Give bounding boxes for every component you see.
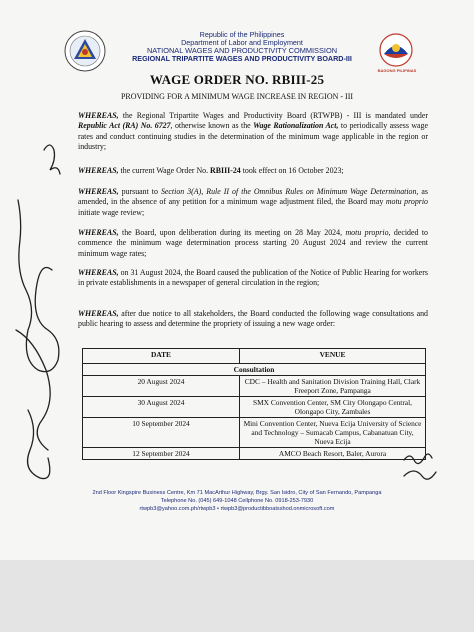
- row-date: 20 August 2024: [83, 376, 240, 397]
- row-venue: Mini Convention Center, Nueva Ecija University of Science and Technology – Sumacab Campus, Cabanatuan City, Nueva Ecija: [240, 418, 426, 448]
- paragraph-text: pursuant to: [118, 187, 161, 196]
- whereas-paragraph-4: [78, 228, 428, 259]
- whereas-lead: WHEREAS,: [78, 309, 119, 318]
- whereas-paragraph-5: [78, 268, 428, 289]
- header-department: Department of Labor and Employment: [181, 38, 303, 47]
- paragraph-text: the Regional Tripartite Wages and Productivity Board (RTWPB) - III is mandated under: [118, 111, 428, 120]
- row-venue: SMX Convention Center, SM City Olongapo Central, Olongapo City, Zambales: [240, 397, 426, 418]
- footer-phone: Telephone No. (045) 649-1048 Cellphone No. 0918-253-7930: [160, 498, 314, 504]
- scan-margin: [0, 560, 474, 632]
- whereas-lead: WHEREAS,: [78, 228, 119, 237]
- whereas-paragraph-2: [78, 166, 428, 176]
- section-row: [83, 364, 426, 376]
- table-header-row: [83, 349, 426, 364]
- whereas-paragraph-6: [78, 309, 428, 330]
- whereas-lead: WHEREAS,: [78, 166, 119, 175]
- law-reference: Republic Act (RA) No. 6727: [78, 121, 171, 131]
- document-title: WAGE ORDER NO. RBIII-25: [149, 72, 325, 87]
- table-row: [83, 418, 426, 448]
- paragraph-text: the Board, upon deliberation during its meeting on 28 May 2024,: [118, 228, 346, 237]
- venue-column-header: VENUE: [240, 349, 426, 364]
- header-board: REGIONAL TRIPARTITE WAGES AND PRODUCTIVITY BOARD-III: [132, 54, 352, 63]
- bagong-pilipinas-label: BAGONG PILIPINAS: [377, 68, 417, 73]
- paragraph-text: , as amended, in the absence of any petition for a minimum wage adjustment filed, the Board may: [78, 187, 428, 207]
- whereas-lead: WHEREAS,: [78, 268, 119, 277]
- row-venue: CDC – Health and Sanitation Division Training Hall, Clark Freeport Zone, Pampanga: [240, 376, 426, 397]
- table-row: [83, 448, 426, 460]
- whereas-paragraph-3: [78, 187, 428, 218]
- whereas-lead: WHEREAS,: [78, 111, 119, 120]
- paragraph-text: to periodically assess wage rates and conduct continuing studies in the determination of the minimum wage applicable in the region or industry;: [78, 121, 428, 152]
- row-date: 10 September 2024: [83, 418, 240, 448]
- table-row: [83, 376, 426, 397]
- header-republic: Republic of the Philippines: [199, 30, 285, 39]
- header-commission: NATIONAL WAGES AND PRODUCTIVITY COMMISSION: [146, 46, 338, 55]
- consultation-section-label: Consultation: [83, 364, 426, 376]
- latin-term: motu proprio: [385, 197, 428, 207]
- consultation-table: [82, 348, 426, 460]
- wage-order-number: RBIII-24: [210, 166, 241, 175]
- bagong-pilipinas-logo: [376, 32, 416, 70]
- row-venue: AMCO Beach Resort, Baler, Aurora: [240, 448, 426, 460]
- row-date: 12 September 2024: [83, 448, 240, 460]
- paragraph-text: on 31 August 2024, the Board caused the publication of the Notice of Public Hearing for workers in private establishments in a newspaper of general circulation in the region;: [78, 268, 428, 288]
- latin-term: motu proprio: [345, 228, 389, 237]
- whereas-lead: WHEREAS,: [78, 187, 119, 196]
- table-row: [83, 397, 426, 418]
- row-date: 30 August 2024: [83, 397, 240, 418]
- paragraph-text: , otherwise known as the: [170, 121, 254, 131]
- document-subtitle: PROVIDING FOR A MINIMUM WAGE INCREASE IN REGION - III: [120, 92, 354, 101]
- paragraph-text: the current Wage Order No.: [118, 166, 211, 175]
- rule-reference: Section 3(A), Rule II of the Omnibus Rules on Minimum Wage Determination: [160, 187, 417, 196]
- dole-logo: [64, 30, 106, 72]
- paragraph-text: initiate wage review;: [78, 207, 145, 217]
- paragraph-text: after due notice to all stakeholders, the Board conducted the following wage consultations and public hearing to assess and determine the propriety of issuing a new wage order:: [78, 309, 428, 329]
- act-name: Wage Rationalization Act,: [253, 121, 339, 131]
- date-column-header: DATE: [83, 349, 240, 364]
- paragraph-text: took effect on 16 October 2023;: [240, 166, 344, 175]
- footer-email: rtwpb3@yahoo.com.ph/rtwpb3 • rtwpb3@productibboatsshod.onmicrosoft.com: [139, 506, 335, 512]
- paragraph-text: , decided to commence the minimum wage determination process starting 20 August 2024 and review the current minimum wage rates;: [78, 228, 429, 258]
- whereas-paragraph-1: [78, 111, 428, 153]
- footer-address: 2nd Floor Kingspire Business Centre, Km 71 MacArthur Highway, Brgy. San Isidro, City of San Fernando, Pampanga: [92, 490, 382, 496]
